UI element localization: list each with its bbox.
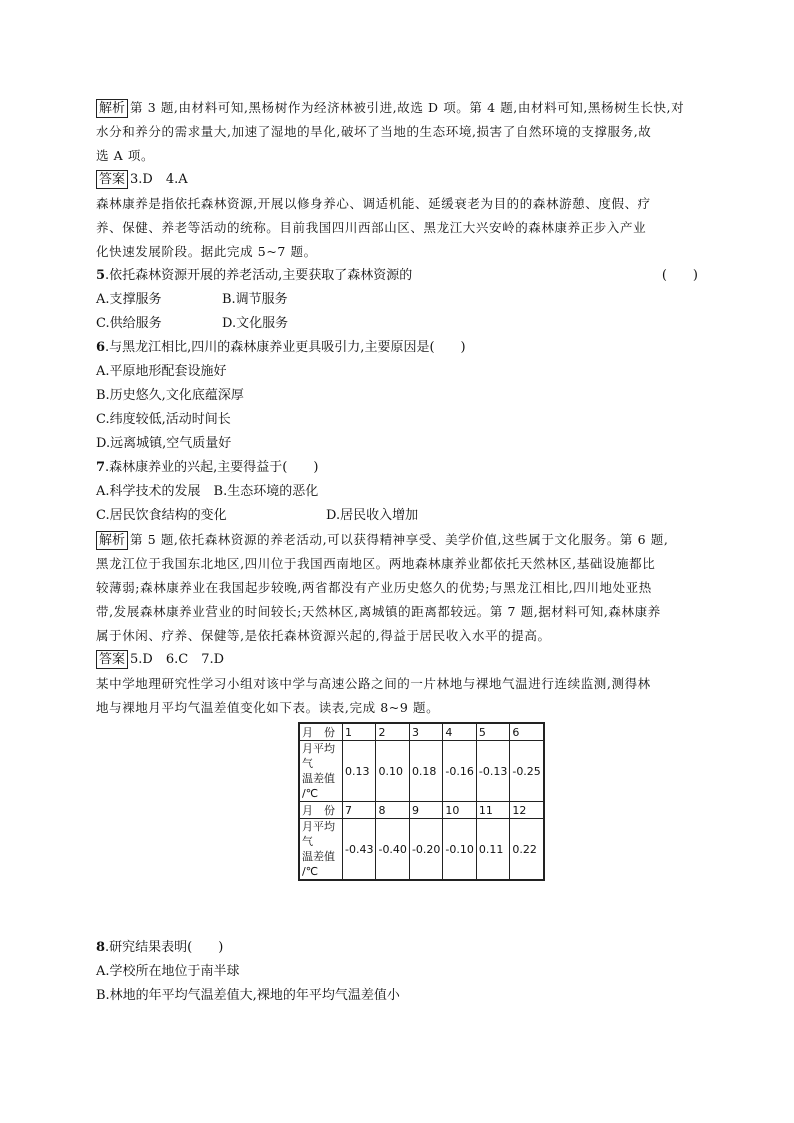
question-5-options-row-2	[96, 312, 698, 336]
diff-header-line: 温差值	[302, 772, 335, 785]
analysis-5-7-line-5: 属于休闲、疗养、保健等,是依托森林资源兴起的,得益于居民收入水平的提高。	[96, 628, 551, 643]
diff-header	[299, 819, 343, 881]
option-a[interactable]: A.支撑服务	[96, 292, 162, 307]
option-c[interactable]: C.居民饮食结构的变化	[96, 508, 227, 523]
option-a[interactable]: A.平原地形配套设施好	[96, 364, 227, 379]
question-8-block	[96, 936, 400, 1008]
question-6-stem	[96, 336, 698, 360]
analysis-tag: 解析	[96, 99, 128, 118]
table-row-values-1	[299, 741, 544, 802]
answer-5-7	[96, 648, 698, 672]
value-cell: -0.20	[409, 819, 442, 881]
month-header: 月 份	[299, 723, 343, 741]
month-cell: 11	[476, 802, 509, 819]
question-number: 8	[96, 940, 106, 955]
diff-header-line: 月平均	[302, 820, 335, 833]
material-line-2: 养、保健、养老等活动的统称。目前我国四川西部山区、黑龙江大兴安岭的森林康养正步入产业	[96, 220, 647, 235]
diff-header-line: /℃	[302, 787, 319, 800]
material-2-line-2: 地与裸地月平均气温差值变化如下表。读表,完成 8~9 题。	[96, 700, 440, 715]
page-content	[96, 96, 698, 720]
diff-header	[299, 741, 343, 802]
answer-3-4	[96, 168, 698, 192]
value-cell: -0.43	[343, 819, 376, 881]
diff-header-line: 月平均	[302, 742, 335, 755]
answer-bracket: ( )	[661, 268, 698, 283]
material-line-1: 森林康养是指依托森林资源,开展以修身养心、调适机能、延缓衰老为目的的森林游憩、度假、疗	[96, 196, 651, 211]
value-cell: 0.10	[376, 741, 409, 802]
value-cell: -0.10	[443, 819, 476, 881]
option-d[interactable]: D.文化服务	[222, 316, 289, 331]
option-d[interactable]: D.远离城镇,空气质量好	[96, 436, 232, 451]
month-cell: 6	[510, 723, 544, 741]
month-cell: 4	[443, 723, 476, 741]
material-2-line-1: 某中学地理研究性学习小组对该中学与高速公路之间的一片林地与裸地气温进行连续监测,测得林	[96, 676, 651, 691]
table-row-values-2	[299, 819, 544, 881]
diff-header-line: 气	[302, 757, 313, 770]
question-5-options-row-1	[96, 288, 698, 312]
analysis-5-7-line-2: 黑龙江位于我国东北地区,四川位于我国西南地区。两地森林康养业都依托天然林区,基础设施都比	[96, 556, 656, 571]
table-row-months-1	[299, 723, 544, 741]
answer-tag: 答案	[96, 170, 128, 189]
option-c[interactable]: C.纬度较低,活动时间长	[96, 412, 231, 427]
month-cell: 3	[409, 723, 442, 741]
option-a-b[interactable]: A.科学技术的发展 B.生态环境的恶化	[96, 484, 319, 499]
question-7-options-row-2	[96, 504, 698, 528]
table-row-months-2	[299, 802, 544, 819]
value-cell: -0.25	[510, 741, 544, 802]
question-text: .森林康养业的兴起,主要得益于( )	[105, 460, 319, 475]
value-cell: -0.40	[376, 819, 409, 881]
month-cell: 1	[343, 723, 376, 741]
value-cell: 0.22	[510, 819, 544, 881]
analysis-5-7-line-1	[96, 528, 698, 552]
option-c[interactable]: C.供给服务	[96, 316, 162, 331]
analysis-5-7-line-4: 带,发展森林康养业营业的时间较长;天然林区,离城镇的距离都较远。第 7 题,据材料可知,森林康养	[96, 604, 661, 619]
diff-header-line: 气	[302, 835, 313, 848]
analysis-3-4-line-1	[96, 96, 698, 120]
option-b[interactable]: B.调节服务	[222, 292, 288, 307]
value-cell: -0.16	[443, 741, 476, 802]
answer-text: 3.D 4.A	[130, 172, 188, 187]
month-cell: 8	[376, 802, 409, 819]
month-cell: 9	[409, 802, 442, 819]
material-line-3: 化快速发展阶段。据此完成 5~7 题。	[96, 244, 317, 259]
month-cell: 7	[343, 802, 376, 819]
month-cell: 5	[476, 723, 509, 741]
analysis-text: 第 5 题,依托森林资源的养老活动,可以获得精神享受、美学价值,这些属于文化服务。第 6 题,	[130, 532, 669, 547]
option-a[interactable]: A.学校所在地位于南半球	[96, 964, 240, 979]
diff-header-line: 温差值	[302, 850, 335, 863]
option-b[interactable]: B.林地的年平均气温差值大,裸地的年平均气温差值小	[96, 988, 400, 1003]
month-header: 月 份	[299, 802, 343, 819]
diff-header-line: /℃	[302, 865, 319, 878]
option-d[interactable]: D.居民收入增加	[326, 508, 419, 523]
month-cell: 12	[510, 802, 544, 819]
question-5-stem	[96, 264, 698, 288]
question-text: .依托森林资源开展的养老活动,主要获取了森林资源的	[105, 268, 413, 283]
question-8-stem	[96, 936, 400, 960]
value-cell: 0.11	[476, 819, 509, 881]
question-number: 6	[96, 340, 106, 355]
option-b[interactable]: B.历史悠久,文化底蕴深厚	[96, 388, 244, 403]
analysis-5-7-line-3: 较薄弱;森林康养业在我国起步较晚,两省都没有产业历史悠久的优势;与黑龙江相比,四川地处亚热	[96, 580, 652, 595]
analysis-3-4-line-3: 选 A 项。	[96, 148, 155, 163]
question-text: .研究结果表明( )	[105, 940, 224, 955]
analysis-tag: 解析	[96, 531, 128, 550]
month-cell: 10	[443, 802, 476, 819]
question-number: 5	[96, 268, 106, 283]
question-7-stem	[96, 456, 698, 480]
question-number: 7	[96, 460, 106, 475]
month-cell: 2	[376, 723, 409, 741]
question-text: .与黑龙江相比,四川的森林康养业更具吸引力,主要原因是( )	[105, 340, 466, 355]
answer-text: 5.D 6.C 7.D	[130, 652, 225, 667]
analysis-text: 第 3 题,由材料可知,黑杨树作为经济林被引进,故选 D 项。第 4 题,由材料可知,黑杨树生长快,对	[130, 100, 685, 115]
value-cell: 0.18	[409, 741, 442, 802]
value-cell: -0.13	[476, 741, 509, 802]
value-cell: 0.13	[343, 741, 376, 802]
temperature-difference-table	[298, 722, 545, 881]
analysis-3-4-line-2: 水分和养分的需求量大,加速了湿地的旱化,破坏了当地的生态环境,损害了自然环境的支撑服务,故	[96, 124, 652, 139]
answer-tag: 答案	[96, 650, 128, 669]
